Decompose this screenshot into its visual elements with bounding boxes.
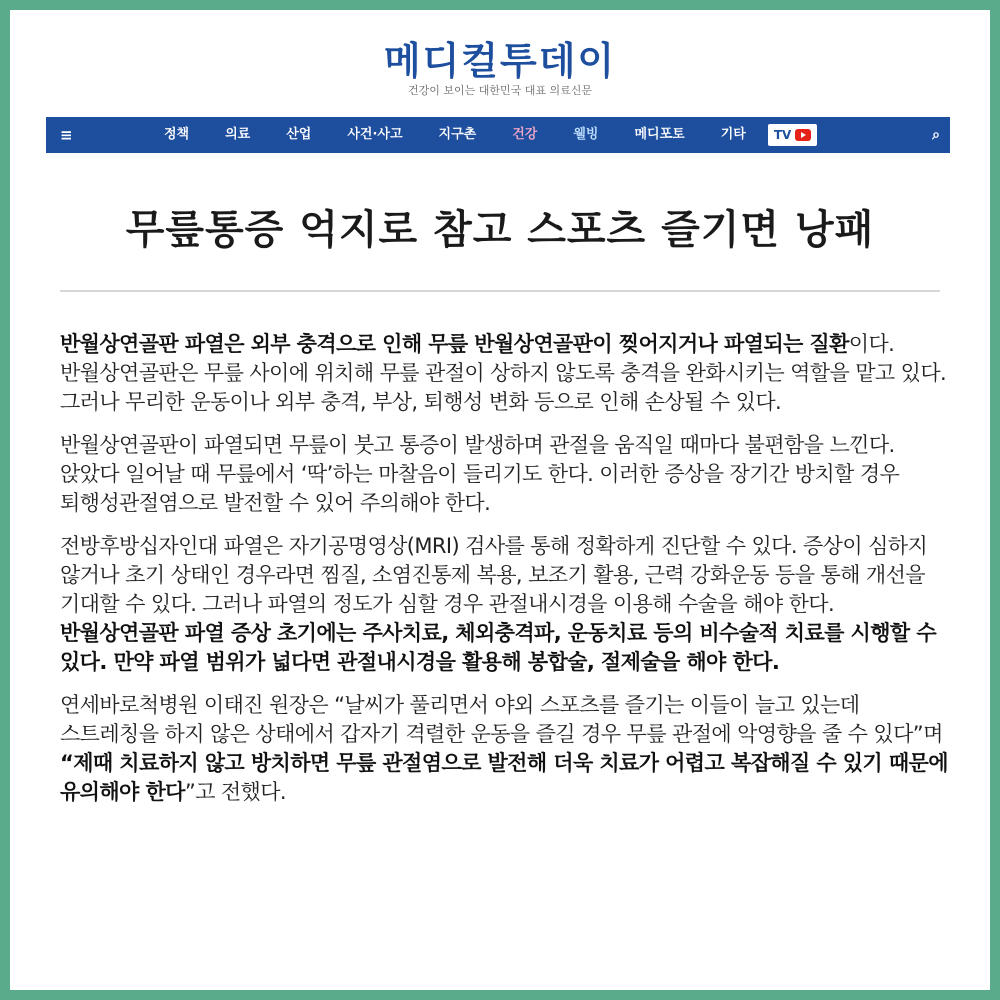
nav-item-world[interactable]: 지구촌	[438, 127, 477, 142]
paragraph-4-bold: “제때 치료하지 않고 방치하면 무릎 관절염으로 발전해 더욱 치료가 어렵고 복잡해질 수 있기 때문에 유의해야 한다	[60, 751, 948, 804]
nav-item-etc[interactable]: 기타	[720, 127, 746, 142]
nav-item-incidents[interactable]: 사건·사고	[347, 127, 403, 142]
paragraph-4-text: 연세바로척병원 이태진 원장은 “날씨가 풀리면서 야외 스포츠를 즐기는 이들이 늘고 있는데 스트레칭을 하지 않은 상태에서 갑자기 격렬한 운동을 즐길 경우 무릎 관절에 악영향을 줄 수 있다”며	[60, 693, 943, 746]
main-navbar	[46, 117, 950, 153]
site-logo[interactable]: 메디컬투데이	[383, 39, 617, 83]
masthead	[10, 40, 990, 98]
youtube-icon	[795, 129, 811, 141]
site-tagline: 건강이 보이는 대한민국 대표 의료신문	[407, 84, 592, 97]
article-headline: 무릎통증 억지로 참고 스포츠 즐기면 낭패	[125, 207, 875, 253]
paragraph-4	[60, 691, 950, 807]
paragraph-1-bold: 반월상연골판 파열은 외부 충격으로 인해 무릎 반월상연골판이 찢어지거나 파열되는 질환	[60, 332, 849, 356]
paragraph-4-tail: ”고 전했다.	[184, 780, 287, 804]
tv-button[interactable]	[768, 124, 817, 146]
paragraph-3-bold: 반월상연골판 파열 증상 초기에는 주사치료, 체외충격파, 운동치료 등의 비수술적 치료를 시행할 수 있다. 만약 파열 범위가 넓다면 관절내시경을 활용해 봉합술, 절제술을 해야 한다.	[60, 621, 937, 674]
headline-divider	[60, 290, 940, 292]
menu-icon[interactable]: ≡	[60, 126, 73, 144]
paragraph-1-text: 이다. 반월상연골판은 무릎 사이에 위치해 무릎 관절이 상하지 않도록 충격을 완화시키는 역할을 맡고 있다. 그러나 무리한 운동이나 외부 충격, 부상, 퇴행성 변화 등으로 인해 손상될 수 있다.	[60, 332, 947, 414]
paragraph-2: 반월상연골판이 파열되면 무릎이 붓고 통증이 발생하며 관절을 움직일 때마다 불편함을 느낀다. 앉았다 일어날 때 무릎에서 ‘딱’하는 마찰음이 들리기도 한다. 이러한 증상을 장기간 방치할 경우 퇴행성관절염으로 발전할 수 있어 주의해야 한다.	[60, 433, 900, 515]
nav-item-health[interactable]: 건강	[512, 127, 538, 142]
nav-item-industry[interactable]: 산업	[286, 127, 312, 142]
nav-item-policy[interactable]: 정책	[164, 127, 190, 142]
nav-item-medical[interactable]: 의료	[225, 127, 251, 142]
tv-label: TV	[773, 128, 792, 142]
paragraph-3	[60, 532, 950, 677]
paragraph-3-text: 전방후방십자인대 파열은 자기공명영상(MRI) 검사를 통해 정확하게 진단할 수 있다. 증상이 심하지 않거나 초기 상태인 경우라면 찜질, 소염진통제 복용, 보조기 활용, 근력 강화운동 등을 통해 개선을 기대할 수 있다. 그러나 파열의 정도가 심할 경우 관절내시경을 이용해 수술을 해야 한다.	[60, 534, 928, 616]
page-card	[10, 10, 990, 990]
nav-items	[164, 117, 817, 153]
paragraph-1	[60, 330, 950, 417]
nav-item-wellbeing[interactable]: 웰빙	[573, 127, 599, 142]
article-body	[60, 330, 950, 821]
nav-item-medi-photo[interactable]: 메디포토	[634, 127, 685, 142]
search-icon[interactable]: ⌕	[932, 127, 940, 143]
